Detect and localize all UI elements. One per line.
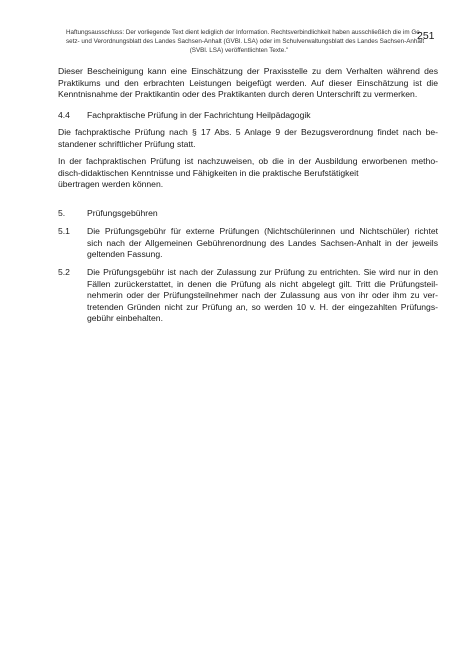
text-line: standener schriftlicher Prüfung statt. [58, 138, 196, 149]
text-line: Die fachpraktische Prüfung nach § 17 Abs. 5 Anlage 9 der Bezugsverordnung findet nach be- [58, 127, 438, 137]
disclaimer-line: Haftungsausschluss: Der vorliegende Text dient lediglich der Information. Rechtsverbindlichkeit haben ausschließlich die im Ge- [66, 29, 422, 36]
text-line: übertragen werden können. [58, 179, 164, 190]
section-number: 4.4 [58, 110, 70, 120]
text-line: sich nach der Allgemeinen Gebührenordnung des Landes Sachsen-Anhalt in der jeweils [87, 237, 438, 248]
text-line: Dieser Bescheinigung kann eine Einschätzung der Praxisstelle zu dem Verhalten während des [58, 66, 438, 76]
section-title: Prüfungsgebühren [87, 208, 158, 218]
disclaimer-header [66, 28, 425, 55]
item-number: 5.2 [58, 267, 70, 277]
section-item-5-2 [58, 267, 438, 325]
intro-paragraph [58, 66, 438, 101]
disclaimer-line: (SVBl. LSA) veröffentlichten Texte." [189, 47, 289, 54]
text-line: Die Prüfungsgebühr für externe Prüfungen (Nichtschülerinnen und Nichtschüler) richtet [87, 226, 438, 236]
item-body [87, 226, 438, 261]
text-line: gebühr einbehalten. [87, 313, 163, 324]
item-body [87, 267, 438, 325]
section-4-4-paragraph-2 [58, 156, 438, 191]
item-number: 5.1 [58, 226, 70, 236]
section-title: Fachpraktische Prüfung in der Fachrichtung Heilpädagogik [87, 110, 311, 120]
section-heading-4-4 [58, 110, 311, 122]
text-line: Die Prüfungsgebühr ist nach der Zulassung zur Prüfung zu entrichten. Sie wird nur in den [87, 267, 438, 277]
section-4-4-paragraph-1 [58, 127, 438, 150]
text-line: nehmerin oder der Prüfungsteilnehmer nach der Zulassung aus von ihr oder ihm zu ver- [87, 290, 438, 301]
disclaimer-line: setz- und Verordnungsblatt des Landes Sachsen-Anhalt (GVBl. LSA) oder im Schulverwaltungsblatt des Landes Sachsen-Anhalt [66, 38, 425, 45]
section-heading-5 [58, 208, 158, 220]
text-line: Praktikums und den erbrachten Leistungen beigefügt werden. Auf dieser Einschätzung ist die [58, 77, 438, 88]
page-number: 251 [417, 30, 435, 42]
text-line: geltenden Fassung. [87, 249, 163, 260]
section-number: 5. [58, 208, 66, 218]
text-line: disch-didaktischen Kenntnisse und Fähigkeiten in die praktische Berufstätigkeit [58, 167, 359, 178]
text-line: Fällen zurückerstattet, in denen die Prüfung als nicht abgelegt gilt. Tritt die Prüfungsteil- [87, 278, 438, 289]
text-line: Kenntnisnahme der Praktikantin oder des Praktikanten durch deren Unterschrift zu vermerken. [58, 89, 418, 100]
text-line: tretenden Gründen nicht zur Prüfung an, so werden 10 v. H. der eingezahlten Prüfungs- [87, 301, 438, 312]
text-line: In der fachpraktischen Prüfung ist nachzuweisen, ob die in der Ausbildung erworbenen metho- [58, 156, 438, 166]
section-item-5-1 [58, 226, 438, 261]
